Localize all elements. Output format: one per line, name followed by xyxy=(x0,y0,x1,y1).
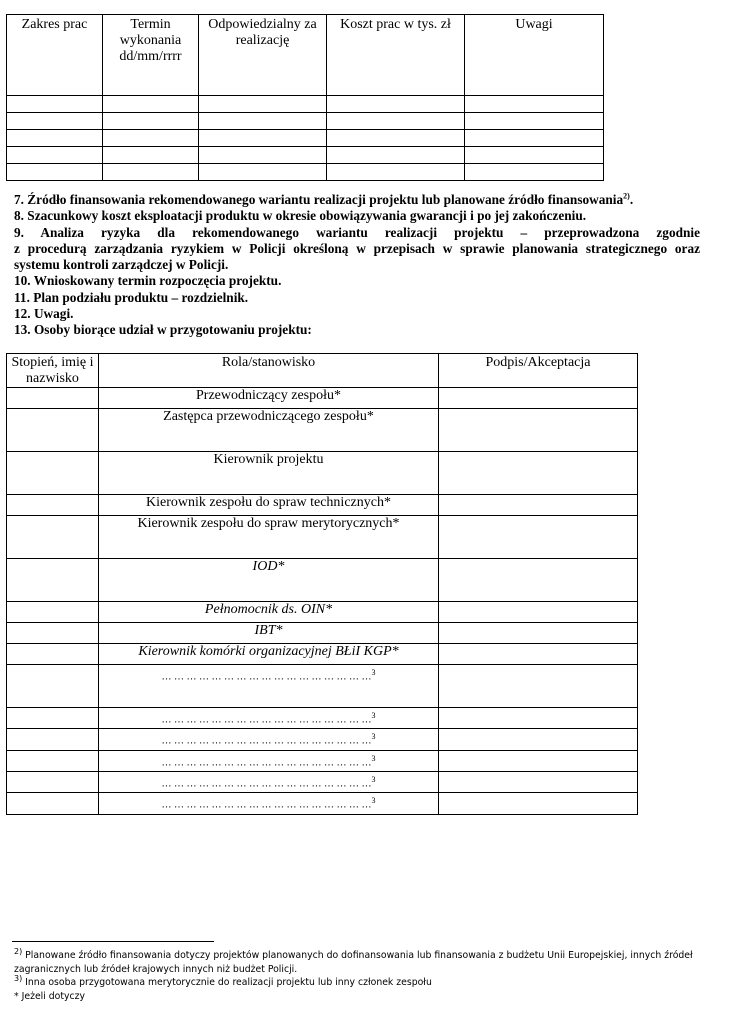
work-scope-row xyxy=(7,164,604,181)
work-scope-row xyxy=(7,130,604,147)
participant-row xyxy=(7,750,638,771)
role-label: Kierownik zespołu do spraw merytorycznych* xyxy=(137,516,400,531)
header-odpowiedzialny: Odpowiedzialny za realizację xyxy=(199,15,327,96)
header-uwagi: Uwagi xyxy=(465,15,604,96)
footnotes xyxy=(14,946,694,1003)
role-label: IOD* xyxy=(252,559,285,574)
work-scope-cell[interactable] xyxy=(103,130,199,147)
role-label: … … … … … … … … … … … … … … … … … xyxy=(161,671,372,683)
work-scope-cell[interactable] xyxy=(465,164,604,181)
section-item xyxy=(14,208,700,224)
participant-row xyxy=(7,644,638,665)
section-text: systemu kontroli zarządczej w Policji. xyxy=(14,257,229,273)
participants-header-row xyxy=(7,354,638,388)
role-label: … … … … … … … … … … … … … … … … … xyxy=(161,735,372,747)
signature-cell[interactable] xyxy=(439,644,638,665)
numbered-sections xyxy=(14,192,700,339)
participants-table xyxy=(6,353,638,815)
role-cell xyxy=(99,644,439,665)
section-item xyxy=(14,192,700,208)
participant-row xyxy=(7,793,638,814)
section-tail: . xyxy=(629,192,634,207)
work-scope-cell[interactable] xyxy=(199,96,327,113)
signature-cell[interactable] xyxy=(439,623,638,644)
participant-row xyxy=(7,516,638,559)
role-cell xyxy=(99,750,439,771)
footnote xyxy=(14,973,694,990)
participant-row xyxy=(7,559,638,602)
signature-cell[interactable] xyxy=(439,602,638,623)
role-cell xyxy=(99,452,439,495)
work-scope-cell[interactable] xyxy=(103,147,199,164)
signature-cell[interactable] xyxy=(439,495,638,516)
work-scope-cell[interactable] xyxy=(199,147,327,164)
signature-cell[interactable] xyxy=(439,793,638,814)
section-item xyxy=(14,290,700,306)
work-scope-cell[interactable] xyxy=(327,113,465,130)
name-cell[interactable] xyxy=(7,388,99,409)
role-label: Kierownik komórki organizacyjnej BŁiI KGP* xyxy=(138,644,399,659)
work-scope-cell[interactable] xyxy=(465,96,604,113)
work-scope-cell[interactable] xyxy=(327,147,465,164)
participant-row xyxy=(7,495,638,516)
participant-row xyxy=(7,602,638,623)
name-cell[interactable] xyxy=(7,708,99,729)
section-text: 12. Uwagi. xyxy=(14,306,74,322)
name-cell[interactable] xyxy=(7,750,99,771)
footnote xyxy=(14,990,694,1004)
section-item xyxy=(14,322,700,338)
role-cell xyxy=(99,409,439,452)
section-text: 7. Źródło finansowania rekomendowanego wariantu realizacji projektu lub planowane źródło finansowania xyxy=(14,192,624,207)
header-stopien: Stopień, imię i nazwisko xyxy=(7,354,99,388)
section-text: 8. Szacunkowy koszt eksploatacji produktu w okresie obowiązywania gwarancji i po jej zakończeniu. xyxy=(14,208,587,224)
signature-cell[interactable] xyxy=(439,665,638,708)
footnote-marker: 3) xyxy=(14,973,23,983)
role-label: Kierownik projektu xyxy=(213,452,324,467)
section-text: z procedurą zarządzania ryzykiem w Policji określoną w przepisach w sprawie planowania strategicznego oraz xyxy=(14,240,700,256)
footnote-ref: 3 xyxy=(371,668,376,677)
footnote xyxy=(14,946,694,976)
header-koszt: Koszt prac w tys. zł xyxy=(327,15,465,96)
footnote-separator xyxy=(12,941,214,942)
work-scope-cell[interactable] xyxy=(103,164,199,181)
role-label: … … … … … … … … … … … … … … … … … xyxy=(161,778,372,790)
name-cell[interactable] xyxy=(7,409,99,452)
role-cell xyxy=(99,623,439,644)
signature-cell[interactable] xyxy=(439,452,638,495)
signature-cell[interactable] xyxy=(439,771,638,792)
name-cell[interactable] xyxy=(7,665,99,708)
signature-cell[interactable] xyxy=(439,388,638,409)
section-text: 9. Analiza ryzyka dla rekomendowanego wariantu realizacji projektu – przeprowadzona zgodnie xyxy=(14,224,700,240)
role-label: … … … … … … … … … … … … … … … … … xyxy=(161,756,372,768)
signature-cell[interactable] xyxy=(439,559,638,602)
work-scope-cell[interactable] xyxy=(7,130,103,147)
header-zakres-prac: Zakres prac xyxy=(7,15,103,96)
section-item xyxy=(14,306,700,322)
work-scope-cell[interactable] xyxy=(7,96,103,113)
work-scope-cell[interactable] xyxy=(199,113,327,130)
name-cell[interactable] xyxy=(7,793,99,814)
role-cell xyxy=(99,771,439,792)
name-cell[interactable] xyxy=(7,602,99,623)
name-cell[interactable] xyxy=(7,559,99,602)
role-label: Pełnomocnik ds. OIN* xyxy=(204,602,333,617)
signature-cell[interactable] xyxy=(439,516,638,559)
header-podpis: Podpis/Akceptacja xyxy=(439,354,638,388)
signature-cell[interactable] xyxy=(439,750,638,771)
section-text: 10. Wnioskowany termin rozpoczęcia projektu. xyxy=(14,273,282,289)
role-label: IBT* xyxy=(254,623,283,638)
work-scope-cell[interactable] xyxy=(327,130,465,147)
participant-row xyxy=(7,388,638,409)
role-label: … … … … … … … … … … … … … … … … … xyxy=(161,799,372,811)
work-scope-cell[interactable] xyxy=(7,147,103,164)
work-scope-row xyxy=(7,147,604,164)
section-text: 11. Plan podziału produktu – rozdzielnik. xyxy=(14,289,249,305)
participant-row xyxy=(7,771,638,792)
work-scope-cell[interactable] xyxy=(7,164,103,181)
role-cell xyxy=(99,388,439,409)
role-label: Zastępca przewodniczącego zespołu* xyxy=(163,409,374,424)
participant-row xyxy=(7,409,638,452)
work-scope-cell[interactable] xyxy=(465,113,604,130)
footnote-ref: 3 xyxy=(371,796,376,806)
section-item xyxy=(14,257,700,273)
footnote-ref: 3 xyxy=(371,753,376,763)
work-scope-cell[interactable] xyxy=(7,113,103,130)
work-scope-table xyxy=(6,14,604,181)
footnote-ref: 3 xyxy=(371,774,376,784)
role-cell xyxy=(99,708,439,729)
header-termin: Termin wykonania dd/mm/rrrr xyxy=(103,15,199,96)
role-label: Przewodniczący zespołu* xyxy=(196,388,341,403)
footnote-text: * Jeżeli dotyczy xyxy=(14,990,86,1002)
header-rola: Rola/stanowisko xyxy=(99,354,439,388)
work-scope-cell[interactable] xyxy=(103,113,199,130)
section-item xyxy=(14,241,700,257)
section-item xyxy=(14,273,700,289)
role-cell xyxy=(99,793,439,814)
signature-cell[interactable] xyxy=(439,409,638,452)
participant-row xyxy=(7,665,638,708)
work-scope-cell[interactable] xyxy=(465,147,604,164)
role-cell xyxy=(99,559,439,602)
role-cell xyxy=(99,665,439,708)
work-scope-header-row xyxy=(7,15,604,96)
participant-row xyxy=(7,452,638,495)
work-scope-cell[interactable] xyxy=(199,164,327,181)
role-cell xyxy=(99,729,439,750)
role-label: … … … … … … … … … … … … … … … … … xyxy=(161,714,372,726)
section-text: 13. Osoby biorące udział w przygotowaniu projektu: xyxy=(14,322,312,338)
name-cell[interactable] xyxy=(7,771,99,792)
role-cell xyxy=(99,602,439,623)
work-scope-cell[interactable] xyxy=(327,164,465,181)
name-cell[interactable] xyxy=(7,729,99,750)
footnote-ref: 3 xyxy=(371,711,376,720)
participant-row xyxy=(7,708,638,729)
name-cell[interactable] xyxy=(7,644,99,665)
participant-row xyxy=(7,729,638,750)
name-cell[interactable] xyxy=(7,516,99,559)
work-scope-cell[interactable] xyxy=(199,130,327,147)
footnote-marker: 2) xyxy=(14,946,23,956)
role-cell xyxy=(99,495,439,516)
footnote-text: Planowane źródło finansowania dotyczy projektów planowanych do dofinansowania lub finansowania z budżetu Unii Europejskiej, innych źródeł zagranicznych lub źródeł krajowych innych niż budżet Policji. xyxy=(14,950,693,975)
name-cell[interactable] xyxy=(7,495,99,516)
participant-row xyxy=(7,623,638,644)
name-cell[interactable] xyxy=(7,623,99,644)
work-scope-row xyxy=(7,113,604,130)
name-cell[interactable] xyxy=(7,452,99,495)
role-cell xyxy=(99,516,439,559)
footnote-ref: 3 xyxy=(371,732,376,742)
work-scope-cell[interactable] xyxy=(465,130,604,147)
section-item xyxy=(14,225,700,241)
footnote-ref: 2) xyxy=(623,191,630,201)
footnote-text: Inna osoba przygotowana merytorycznie do realizacji projektu lub inny członek zespołu xyxy=(22,977,432,988)
work-scope-row xyxy=(7,96,604,113)
signature-cell[interactable] xyxy=(439,708,638,729)
signature-cell[interactable] xyxy=(439,729,638,750)
work-scope-cell[interactable] xyxy=(327,96,465,113)
role-label: Kierownik zespołu do spraw technicznych* xyxy=(146,495,391,510)
work-scope-cell[interactable] xyxy=(103,96,199,113)
